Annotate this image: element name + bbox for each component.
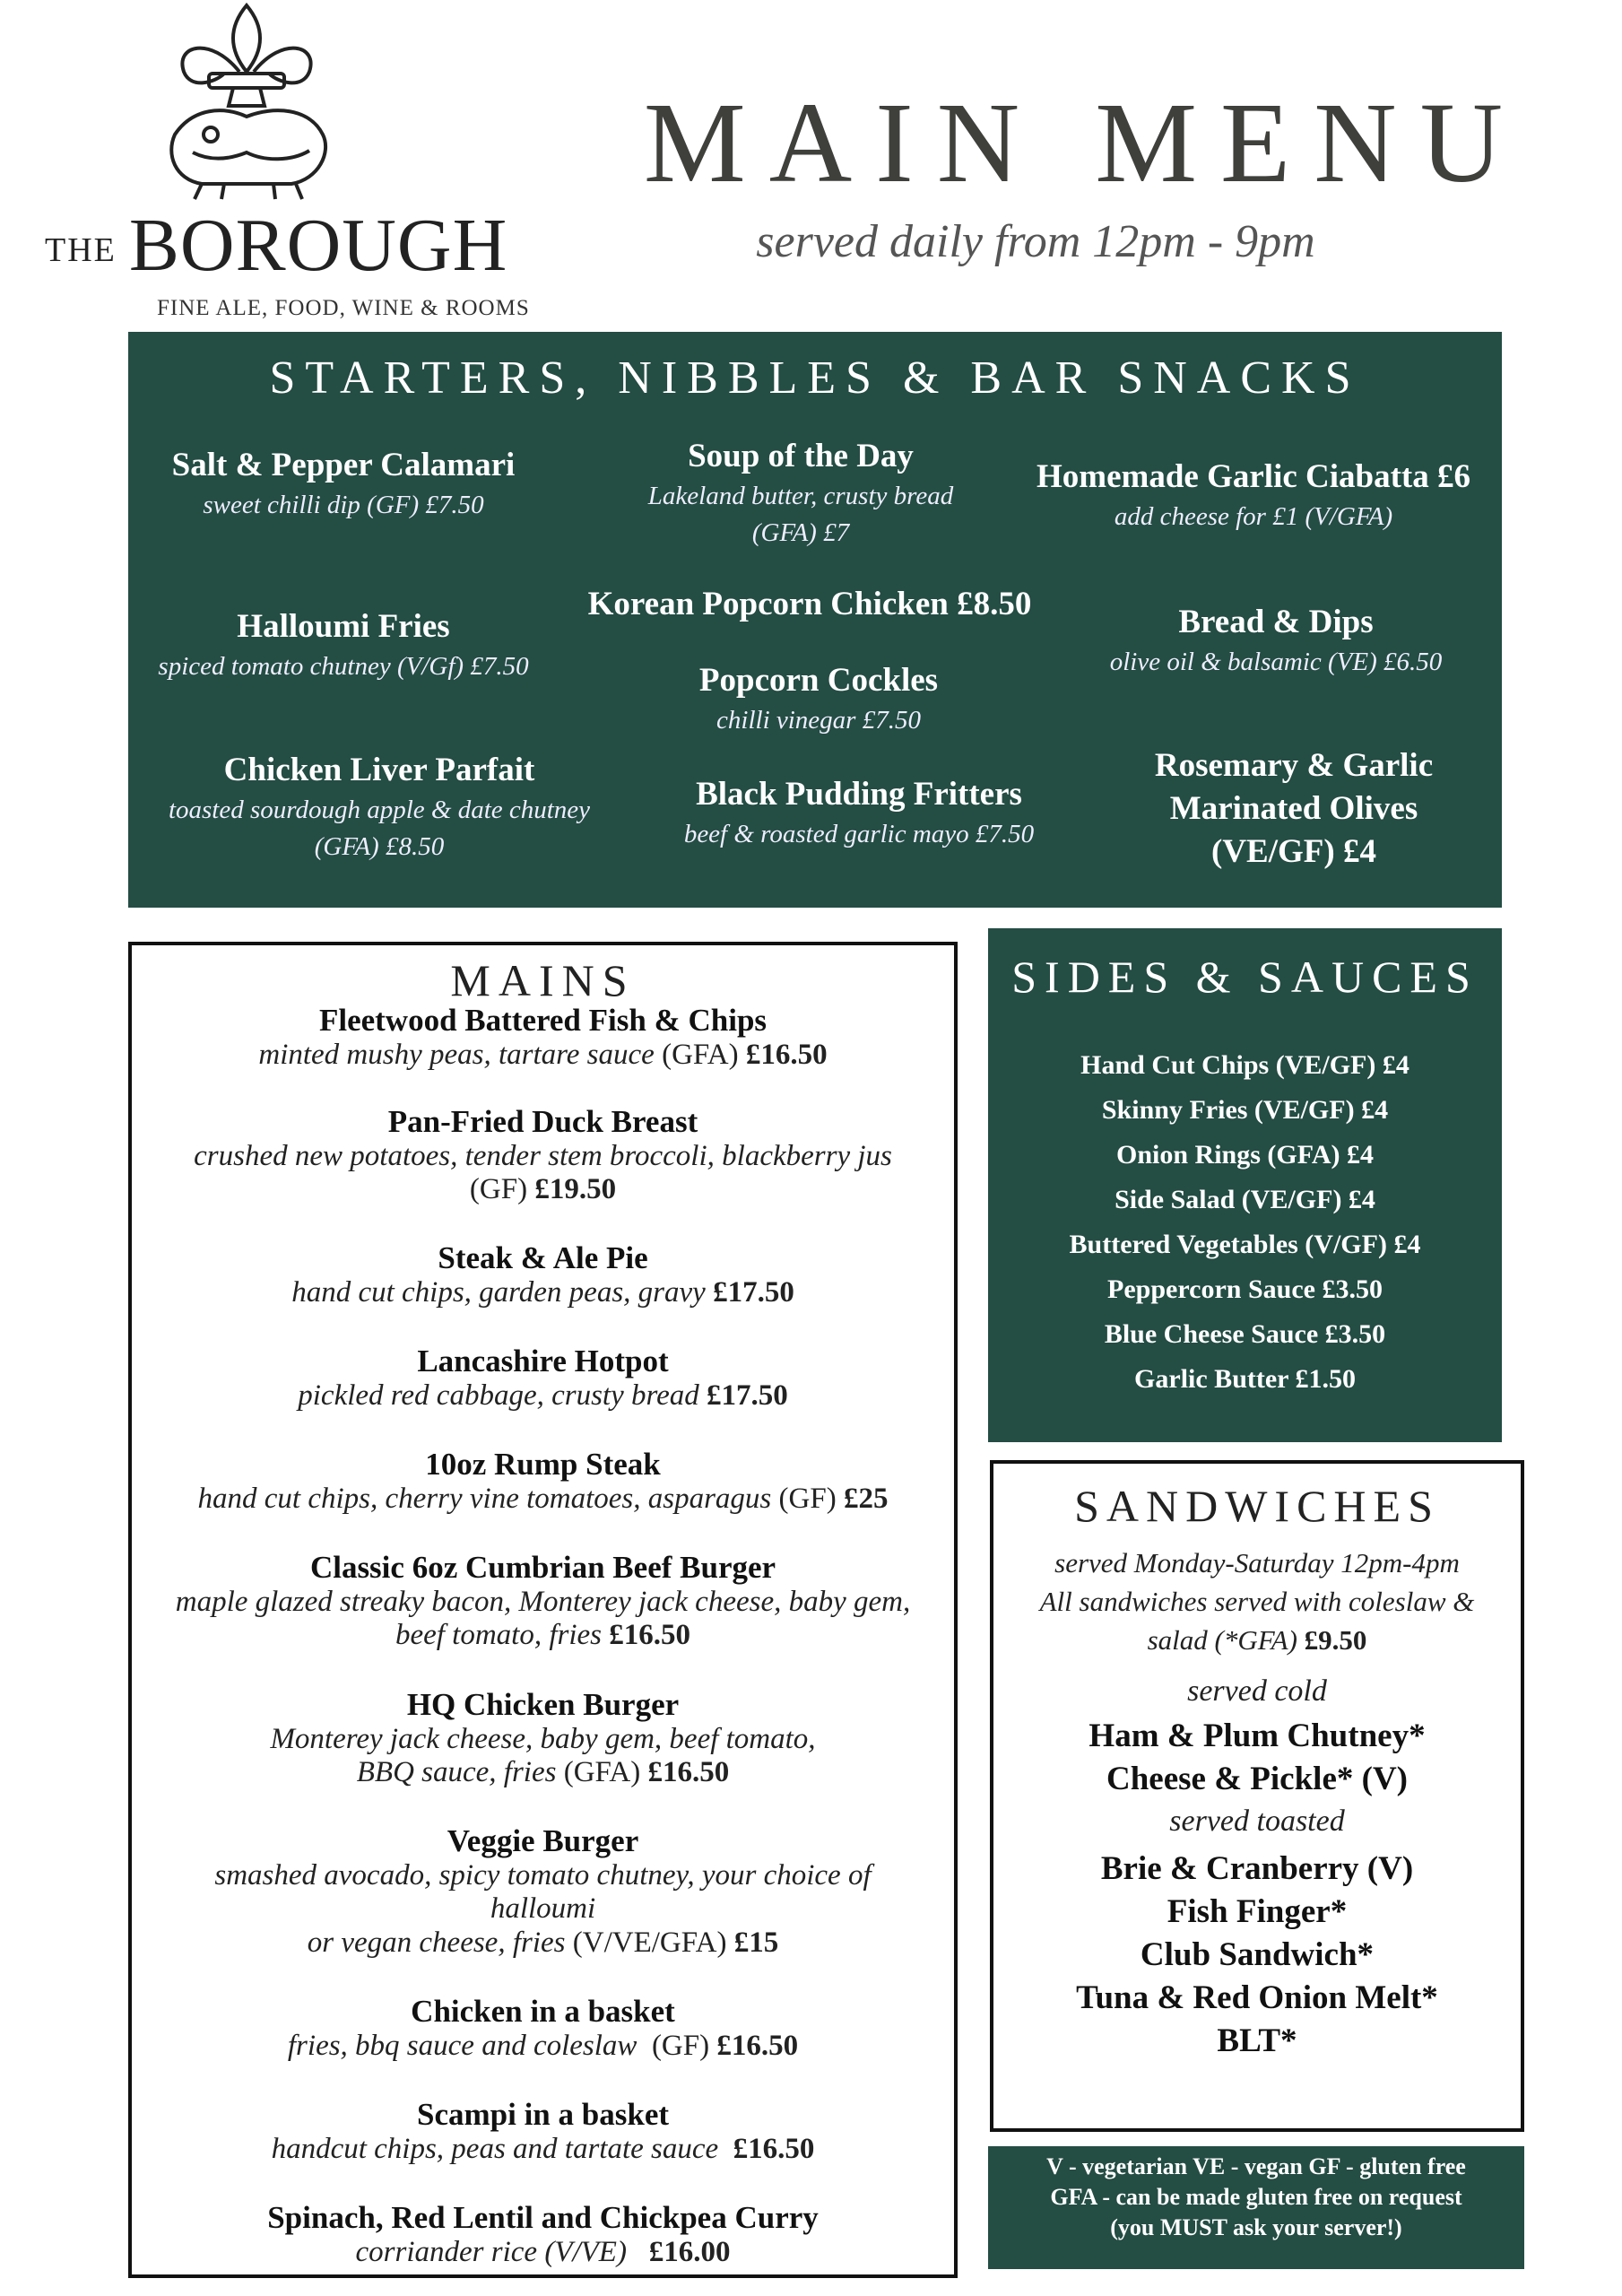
logo-tagline: FINE ALE, FOOD, WINE & ROOMS	[157, 296, 530, 320]
main-name: Lancashire Hotpot	[417, 1344, 669, 1378]
main-price: £16.50	[647, 1756, 730, 1789]
starter-name: (VE/GF) £4	[1211, 833, 1376, 871]
logo-borough: BOROUGH	[128, 204, 508, 287]
main-price: £16.00	[648, 2235, 731, 2268]
main-desc: beef tomato, fries £16.50	[395, 1619, 691, 1652]
starter-desc: Lakeland butter, crusty bread	[647, 482, 954, 511]
starter-item	[639, 773, 1079, 853]
starter-name: Chicken Liver Parfait	[223, 752, 535, 788]
logo-wordmark	[45, 202, 601, 287]
starter-name: Korean Popcorn Chicken £8.50	[587, 586, 1032, 622]
side-item: Onion Rings (GFA) £4	[1116, 1140, 1374, 1170]
starter-name: Black Pudding Fritters	[696, 776, 1022, 813]
sides-heading: SIDES & SAUCES	[1011, 952, 1479, 1002]
main-desc: minted mushy peas, tartare sauce (GFA) £16.50	[258, 1038, 828, 1071]
starter-item	[1007, 456, 1500, 535]
starter-item	[128, 444, 559, 524]
starters-heading: STARTERS, NIBBLES & BAR SNACKS	[269, 352, 1361, 404]
sides-panel	[988, 928, 1502, 1442]
starters-panel	[128, 332, 1502, 908]
sandwiches-panel	[990, 1460, 1524, 2132]
main-price: £16.50	[745, 1038, 828, 1071]
side-item: Side Salad (VE/GF) £4	[1115, 1185, 1375, 1214]
main-name: Steak & Ale Pie	[438, 1240, 648, 1275]
side-item: Peppercorn Sauce £3.50	[1107, 1274, 1383, 1304]
starter-desc: toasted sourdough apple & date chutney	[168, 796, 591, 825]
main-name: Scampi in a basket	[416, 2097, 670, 2132]
main-name: Spinach, Red Lentil and Chickpea Curry	[267, 2200, 819, 2235]
starter-name: Homemade Garlic Ciabatta £6	[1037, 458, 1470, 495]
main-item	[132, 2201, 954, 2269]
starter-desc: (GFA) £8.50	[314, 831, 445, 861]
main-item	[132, 1824, 954, 1961]
page-title: MAIN MENU	[643, 79, 1527, 206]
sandwich-item: Tuna & Red Onion Melt*	[1076, 1979, 1438, 2016]
main-desc: crushed new potatoes, tender stem broccoli, blackberry jus	[194, 1139, 892, 1172]
starter-desc: (GFA) £7	[751, 517, 850, 547]
main-name: Fleetwood Battered Fish & Chips	[318, 1003, 768, 1038]
cold-sandwich-list	[993, 1715, 1521, 1801]
served-toasted-label: served toasted	[1169, 1805, 1345, 1838]
main-desc: smashed avocado, spicy tomato chutney, your choice of	[214, 1858, 872, 1892]
starter-name: Popcorn Cockles	[698, 662, 939, 699]
sandwiches-heading: SANDWICHES	[1074, 1481, 1440, 1531]
starter-item	[1061, 601, 1491, 681]
main-name: HQ Chicken Burger	[406, 1687, 680, 1722]
starter-desc: chilli vinegar £7.50	[716, 706, 921, 735]
starter-name: Halloumi Fries	[237, 608, 450, 645]
main-item	[132, 1995, 954, 2063]
side-item: Garlic Butter £1.50	[1134, 1364, 1356, 1394]
starter-item	[594, 435, 1007, 551]
main-item	[132, 1688, 954, 1790]
served-cold-label: served cold	[1187, 1674, 1327, 1708]
main-desc: hand cut chips, garden peas, gravy £17.50	[291, 1275, 794, 1309]
main-item	[132, 2098, 954, 2166]
main-desc: BBQ sauce, fries (GFA) £16.50	[356, 1756, 730, 1789]
main-name: 10oz Rump Steak	[425, 1447, 661, 1482]
main-name: Pan-Fried Duck Breast	[387, 1104, 698, 1139]
main-desc: corriander rice (V/VE) £16.00	[355, 2235, 731, 2268]
main-item	[132, 1105, 954, 1207]
logo	[45, 0, 601, 332]
main-desc: or vegan cheese, fries (V/VE/GFA) £15	[307, 1926, 779, 1960]
starter-item	[1106, 744, 1482, 874]
main-desc: hand cut chips, cherry vine tomatoes, asparagus (GF) £25	[197, 1482, 889, 1515]
mains-heading: MAINS	[450, 955, 636, 1005]
starter-desc: add cheese for £1 (V/GFA)	[1114, 502, 1393, 532]
main-price: £17.50	[713, 1275, 794, 1309]
logo-the: THE	[45, 231, 117, 269]
side-item: Buttered Vegetables (V/GF) £4	[1069, 1230, 1421, 1259]
fleur-de-lis-lion-crest-icon	[139, 0, 354, 202]
sandwich-item: Club Sandwich*	[1140, 1936, 1375, 1973]
main-item	[132, 1344, 954, 1413]
main-desc: maple glazed streaky bacon, Monterey jack cheese, baby gem,	[175, 1585, 911, 1618]
starter-name: Salt & Pepper Calamari	[171, 447, 516, 483]
service-hours: served daily from 12pm - 9pm	[756, 216, 1315, 267]
main-name: Classic 6oz Cumbrian Beef Burger	[309, 1550, 776, 1585]
mains-panel	[128, 942, 958, 2278]
starter-item	[639, 659, 998, 739]
main-desc: pickled red cabbage, crusty bread £17.50	[298, 1378, 788, 1412]
sandwich-item: Cheese & Pickle* (V)	[1106, 1761, 1408, 1797]
main-desc: halloumi	[490, 1892, 596, 1926]
key-line: (you MUST ask your server!)	[1110, 2214, 1402, 2240]
dietary-key-text	[988, 2152, 1524, 2243]
main-desc: fries, bbq sauce and coleslaw (GF) £16.50	[287, 2029, 799, 2062]
starter-desc: sweet chilli dip (GF) £7.50	[203, 491, 484, 520]
sandwiches-intro: served Monday-Saturday 12pm-4pm All sandwiches served with coleslaw & salad (*GFA) £9.50	[1039, 1547, 1475, 1656]
sandwich-item: Brie & Cranberry (V)	[1100, 1850, 1414, 1887]
starter-item	[559, 583, 1061, 626]
side-item: Hand Cut Chips (VE/GF) £4	[1080, 1050, 1409, 1080]
main-item	[132, 1448, 954, 1516]
dietary-key	[988, 2146, 1524, 2269]
main-desc: handcut chips, peas and tartate sauce £16.50	[271, 2132, 815, 2165]
main-name: Chicken in a basket	[411, 1994, 675, 2029]
sandwich-item: Ham & Plum Chutney*	[1089, 1718, 1426, 1754]
main-price: £16.50	[716, 2029, 799, 2062]
main-desc: (GF) £19.50	[469, 1173, 617, 1206]
starter-name: Soup of the Day	[688, 438, 914, 474]
toasted-sandwich-list	[993, 1848, 1521, 2063]
main-name: Veggie Burger	[447, 1823, 639, 1858]
main-item	[132, 1241, 954, 1309]
starter-desc: olive oil & balsamic (VE) £6.50	[1109, 648, 1443, 677]
starter-name: Bread & Dips	[1178, 604, 1374, 640]
sandwich-item: Fish Finger*	[1167, 1893, 1348, 1930]
sides-list	[988, 1043, 1502, 1402]
starter-name: Rosemary & Garlic	[1154, 747, 1434, 784]
sandwich-item: BLT*	[1217, 2022, 1297, 2059]
main-price: £17.50	[707, 1378, 788, 1412]
side-item: Skinny Fries (VE/GF) £4	[1101, 1095, 1389, 1125]
starter-desc: spiced tomato chutney (V/Gf) £7.50	[158, 652, 529, 682]
key-line: GFA - can be made gluten free on request	[1050, 2184, 1462, 2210]
starter-item	[146, 749, 612, 865]
main-price: £25	[843, 1482, 889, 1515]
key-line: V - vegetarian VE - vegan GF - gluten free	[1046, 2153, 1466, 2179]
main-price: £16.50	[609, 1619, 691, 1652]
starter-desc: beef & roasted garlic mayo £7.50	[683, 820, 1035, 849]
main-item	[132, 1551, 954, 1653]
sandwich-price: £9.50	[1304, 1623, 1367, 1656]
main-price: £16.50	[733, 2132, 815, 2165]
main-item	[132, 1004, 954, 1072]
starter-item	[128, 605, 559, 685]
main-desc: Monterey jack cheese, baby gem, beef tomato,	[270, 1722, 816, 1755]
main-price: £15	[733, 1926, 779, 1960]
side-item: Blue Cheese Sauce £3.50	[1104, 1319, 1386, 1349]
starter-name: Marinated Olives	[1169, 790, 1418, 828]
main-price: £19.50	[534, 1173, 617, 1206]
